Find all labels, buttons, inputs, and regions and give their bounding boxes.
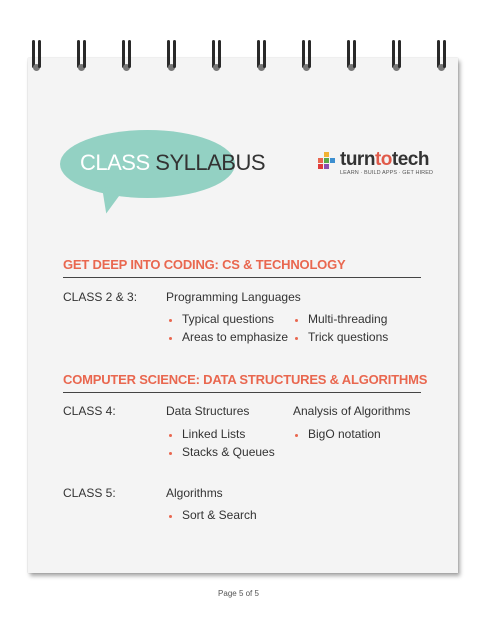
pixel-mark-icon — [318, 151, 338, 171]
section-divider — [63, 277, 421, 278]
turntotech-logo — [318, 149, 434, 183]
section-divider — [63, 392, 421, 393]
bullet-item: Linked Lists — [182, 427, 246, 441]
title-part-class: CLASS — [80, 150, 150, 175]
section-heading: COMPUTER SCIENCE: DATA STRUCTURES & ALGORITHMS — [63, 372, 428, 387]
spiral-ring-icon — [257, 40, 266, 74]
class-label: CLASS 2 & 3: — [63, 290, 138, 304]
spiral-ring-icon — [167, 40, 176, 74]
bullet-item: Multi-threading — [308, 312, 388, 326]
spiral-ring-icon — [32, 40, 41, 74]
topic-label: Programming Languages — [166, 290, 301, 304]
logo-word-to: to — [374, 149, 392, 170]
topic-label: Data Structures — [166, 404, 250, 418]
class-label: CLASS 5: — [63, 486, 116, 500]
bullet-item: Trick questions — [308, 330, 389, 344]
class-label: CLASS 4: — [63, 404, 116, 418]
topic-label: Analysis of Algorithms — [293, 404, 411, 418]
bullet-item: Sort & Search — [182, 508, 257, 522]
bullet-item: Typical questions — [182, 312, 275, 326]
spiral-ring-icon — [77, 40, 86, 74]
spiral-ring-icon — [302, 40, 311, 74]
spiral-ring-icon — [437, 40, 446, 74]
topic-label: Algorithms — [166, 486, 223, 500]
page-number: Page 5 of 5 — [218, 589, 259, 598]
bullet-item: Stacks & Queues — [182, 445, 275, 459]
title-part-syllabus: SYLLABUS — [155, 150, 266, 175]
spiral-ring-icon — [122, 40, 131, 74]
spiral-ring-icon — [392, 40, 401, 74]
section-heading: GET DEEP INTO CODING: CS & TECHNOLOGY — [63, 257, 346, 272]
spiral-ring-icon — [347, 40, 356, 74]
bullet-item: Areas to emphasize — [182, 330, 289, 344]
logo-word-tech: tech — [391, 149, 429, 170]
bullet-item: BigO notation — [308, 427, 381, 441]
logo-word-turn: turn — [340, 149, 375, 170]
logo-wordmark — [340, 149, 429, 171]
page-title — [80, 150, 265, 176]
spiral-ring-icon — [212, 40, 221, 74]
logo-tagline: LEARN · BUILD APPS · GET HIRED — [340, 170, 434, 176]
speech-bubble-tail — [98, 187, 123, 216]
